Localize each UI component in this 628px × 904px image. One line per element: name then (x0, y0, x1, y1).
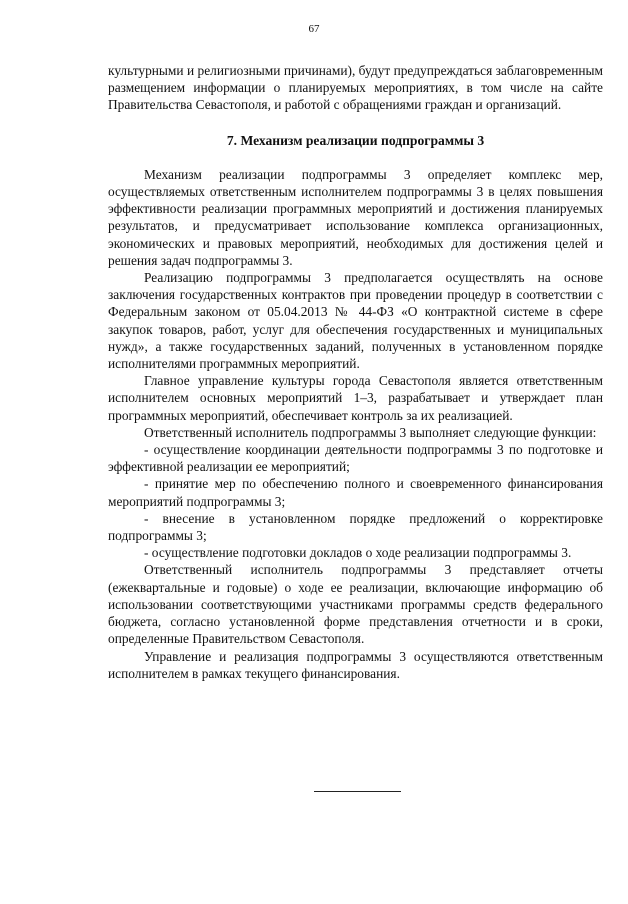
section-heading: 7. Механизм реализации подпрограммы 3 (226, 132, 485, 148)
document-body (108, 62, 603, 682)
paragraph-functions-intro: Ответственный исполнитель подпрограммы 3 выполняет следующие функции: (144, 424, 597, 440)
page-number: 67 (308, 23, 320, 35)
paragraph-contracts: Реализацию подпрограммы 3 предполагается осуществлять на основе заключения государственных контрактов при проведении процедур в соответствии с Федеральным законом от 05.04.2013 № 44-ФЗ «О контрактной системе в сфере закупок товаров, работ, услуг для обеспечения государственных и муниципальных нужд», а также государственных заданий, полученных в установленном порядке исполнителями программных мероприятий. (108, 270, 603, 372)
list-item-coordination: - осуществление координации деятельности подпрограммы 3 по подготовке и эффективной реализации ее мероприятий; (108, 442, 603, 475)
paragraph-continuation: культурными и религиозными причинами), будут предупреждаться заблаговременным размещением информации о планируемых мероприятиях, в том числе на сайте Правительства Севастополя, и работой с обращениями граждан и организаций. (108, 63, 603, 113)
closing-rule (314, 791, 401, 792)
paragraph-management: Управление и реализация подпрограммы 3 осуществляются ответственным исполнителем в рамках текущего финансирования. (108, 648, 603, 681)
paragraph-reporting: Ответственный исполнитель подпрограммы 3 представляет отчеты (ежеквартальные и годовые) о ходе ее реализации, включающие информацию об использовании соответствующими участниками программы средств федерального бюджета, согласно установленной форме представления отчетности и в сроки, определенные Правительством Севастополя. (108, 562, 603, 647)
list-item-corrections: - внесение в установленном порядке предложений о корректировке подпрограммы 3; (108, 510, 603, 544)
list-item-reports: - осуществление подготовки докладов о ходе реализации подпрограммы 3. (144, 545, 572, 561)
paragraph-mechanism: Механизм реализации подпрограммы 3 определяет комплекс мер, осуществляемых ответственным исполнителем подпрограммы 3 в целях повышения эффективности реализации программных мероприятий и достижения планируемых результатов, и предусматривает использование комплекса организационных, экономических и правовых мероприятий, необходимых для достижения целей и решения задач подпрограммы 3. (108, 166, 603, 268)
list-item-financing: - принятие мер по обеспечению полного и своевременного финансирования мероприятий подпрограммы 3; (108, 476, 603, 509)
paragraph-main-department: Главное управление культуры города Севастополя является ответственным исполнителем основных мероприятий 1–3, разрабатывает и утверждает план программных мероприятий, обеспечивает контроль за их реализацией. (108, 373, 603, 423)
